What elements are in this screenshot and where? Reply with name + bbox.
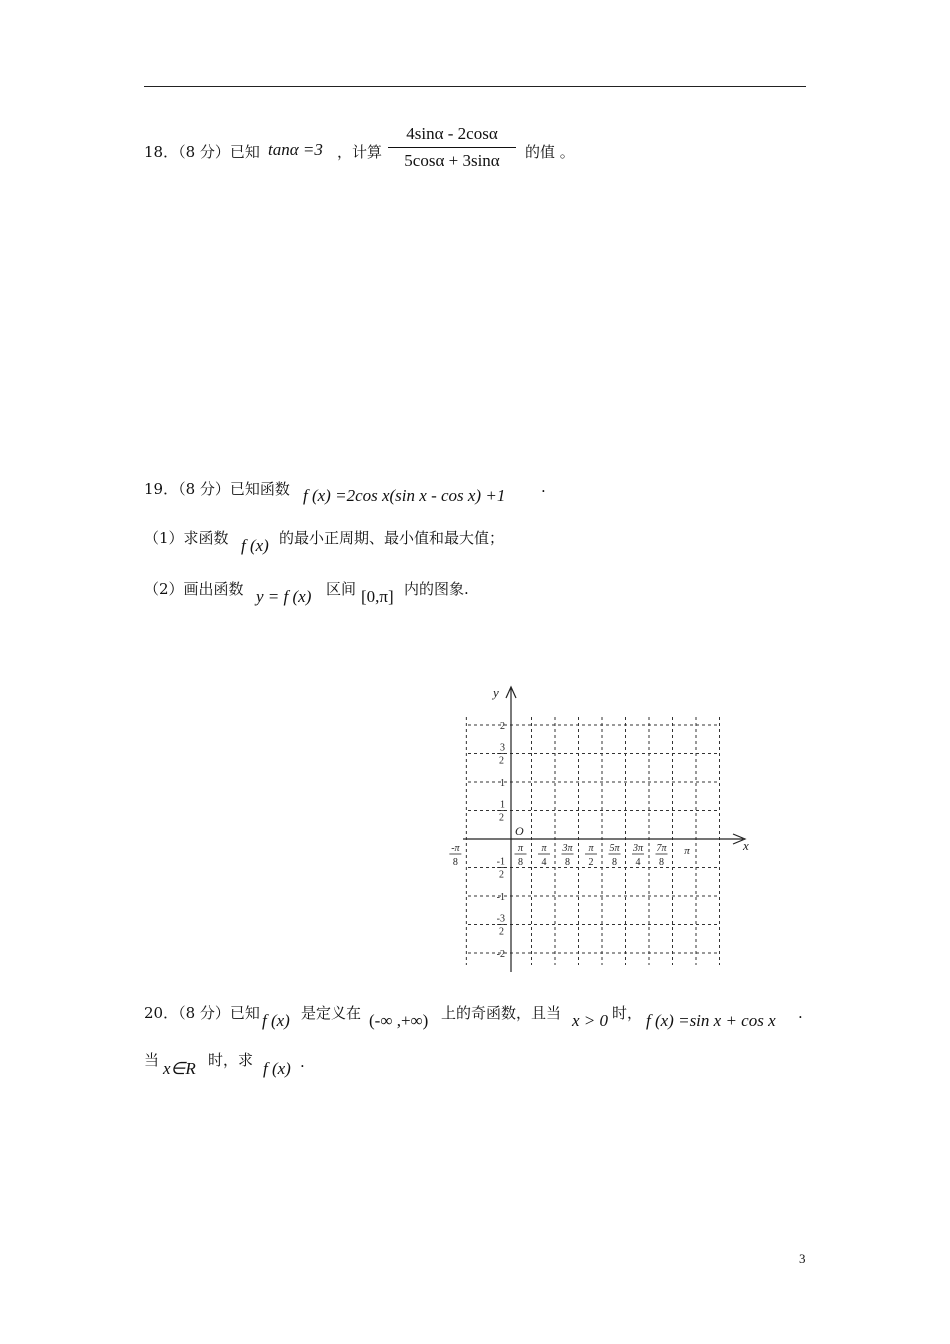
q19-prefix: 19．（8 分）已知函数 <box>144 480 290 498</box>
x-tick-denominator: 8 <box>565 857 570 868</box>
q18-numerator: 4sinα - 2cosα <box>406 124 498 143</box>
header-rule <box>144 86 806 87</box>
x-tick-denominator: 8 <box>518 857 523 868</box>
y-tick-denominator: 2 <box>499 755 504 767</box>
q19-part2-suffix: 内的图象. <box>404 580 469 598</box>
q20-line2-mid: 时，求 <box>208 1051 254 1069</box>
q20-prefix: 20．（8 分）已知 <box>144 1004 260 1022</box>
origin-label: O <box>515 824 524 838</box>
y-tick-label: 2 <box>500 721 505 732</box>
q20-mid3: 时， <box>612 1004 643 1022</box>
q18-suffix: 的值 。 <box>525 143 575 161</box>
q20-line2-fx: f (x) <box>263 1059 291 1078</box>
q19-part2-mid: 区间 <box>326 580 357 598</box>
x-tick-denominator: 4 <box>541 857 547 868</box>
q18-given: tanα =3 <box>268 140 323 159</box>
y-tick-label: 1 <box>500 778 505 789</box>
y-tick-denominator: 2 <box>499 869 504 881</box>
q18-denominator: 5cosα + 3sinα <box>404 151 500 170</box>
y-axis-label: y <box>493 685 499 700</box>
q19-part1-fx: f (x) <box>241 536 269 555</box>
q18-prefix: 18．（8 分）已知 <box>144 143 260 161</box>
y-tick-denominator: 2 <box>499 812 504 824</box>
q19-part1-suffix: 的最小正周期、最小值和最大值； <box>279 529 505 547</box>
q20-line2-cond: x∈R <box>163 1059 196 1078</box>
x-tick-numerator: π <box>541 843 547 854</box>
y-tick-numerator: -1 <box>496 856 505 868</box>
q20-end: . <box>798 1004 803 1022</box>
x-tick-numerator: 3π <box>562 843 573 854</box>
y-tick-label: -1 <box>496 892 505 903</box>
x-tick-denominator: 8 <box>612 857 617 868</box>
q19-part2-interval: [0,π] <box>361 587 394 606</box>
y-tick-label: -2 <box>496 949 505 960</box>
q20-mid1: 是定义在 <box>301 1004 362 1022</box>
q19-part2-fx: y = f (x) <box>256 587 312 606</box>
x-tick-denominator: 2 <box>588 857 594 868</box>
y-tick-numerator: 1 <box>500 799 505 811</box>
q20-cond: x > 0 <box>572 1011 609 1030</box>
q20-fx: f (x) <box>262 1011 290 1030</box>
y-tick-numerator: -3 <box>496 913 505 925</box>
q18-mid: ，计算 <box>337 143 383 161</box>
coordinate-grid <box>451 680 765 980</box>
q19-func: f (x) =2cos x(sin x - cos x) +1 <box>303 486 506 505</box>
q20-interval: (-∞ ,+∞) <box>369 1011 429 1030</box>
x-tick-label: π <box>684 845 690 857</box>
fraction-bar <box>388 147 516 148</box>
q18-fraction <box>388 124 516 171</box>
x-tick-numerator: 3π <box>632 843 644 854</box>
q19-end: . <box>541 478 546 496</box>
x-tick-denominator: 8 <box>659 857 664 868</box>
q20-line2-end: . <box>300 1053 305 1071</box>
q20-line2-prefix: 当 <box>144 1051 160 1069</box>
x-tick-numerator: 5π <box>609 843 620 854</box>
x-tick-numerator: π <box>517 843 524 854</box>
page-number: 3 <box>799 1251 806 1266</box>
x-axis-label: x <box>743 838 749 853</box>
y-tick-numerator: 3 <box>500 742 505 754</box>
x-tick-denominator: 4 <box>635 857 641 868</box>
x-tick-numerator: 7π <box>656 843 667 854</box>
q19-part1-prefix: （1）求函数 <box>144 529 229 547</box>
x-tick-denominator: 8 <box>452 857 458 868</box>
x-tick-numerator: -π <box>451 843 460 854</box>
q19-part2-prefix: （2）画出函数 <box>144 580 244 598</box>
q20-def: f (x) =sin x + cos x <box>646 1011 776 1030</box>
x-tick-numerator: π <box>588 843 594 854</box>
y-tick-denominator: 2 <box>499 926 504 938</box>
q20-mid2: 上的奇函数，且当 <box>441 1004 562 1022</box>
